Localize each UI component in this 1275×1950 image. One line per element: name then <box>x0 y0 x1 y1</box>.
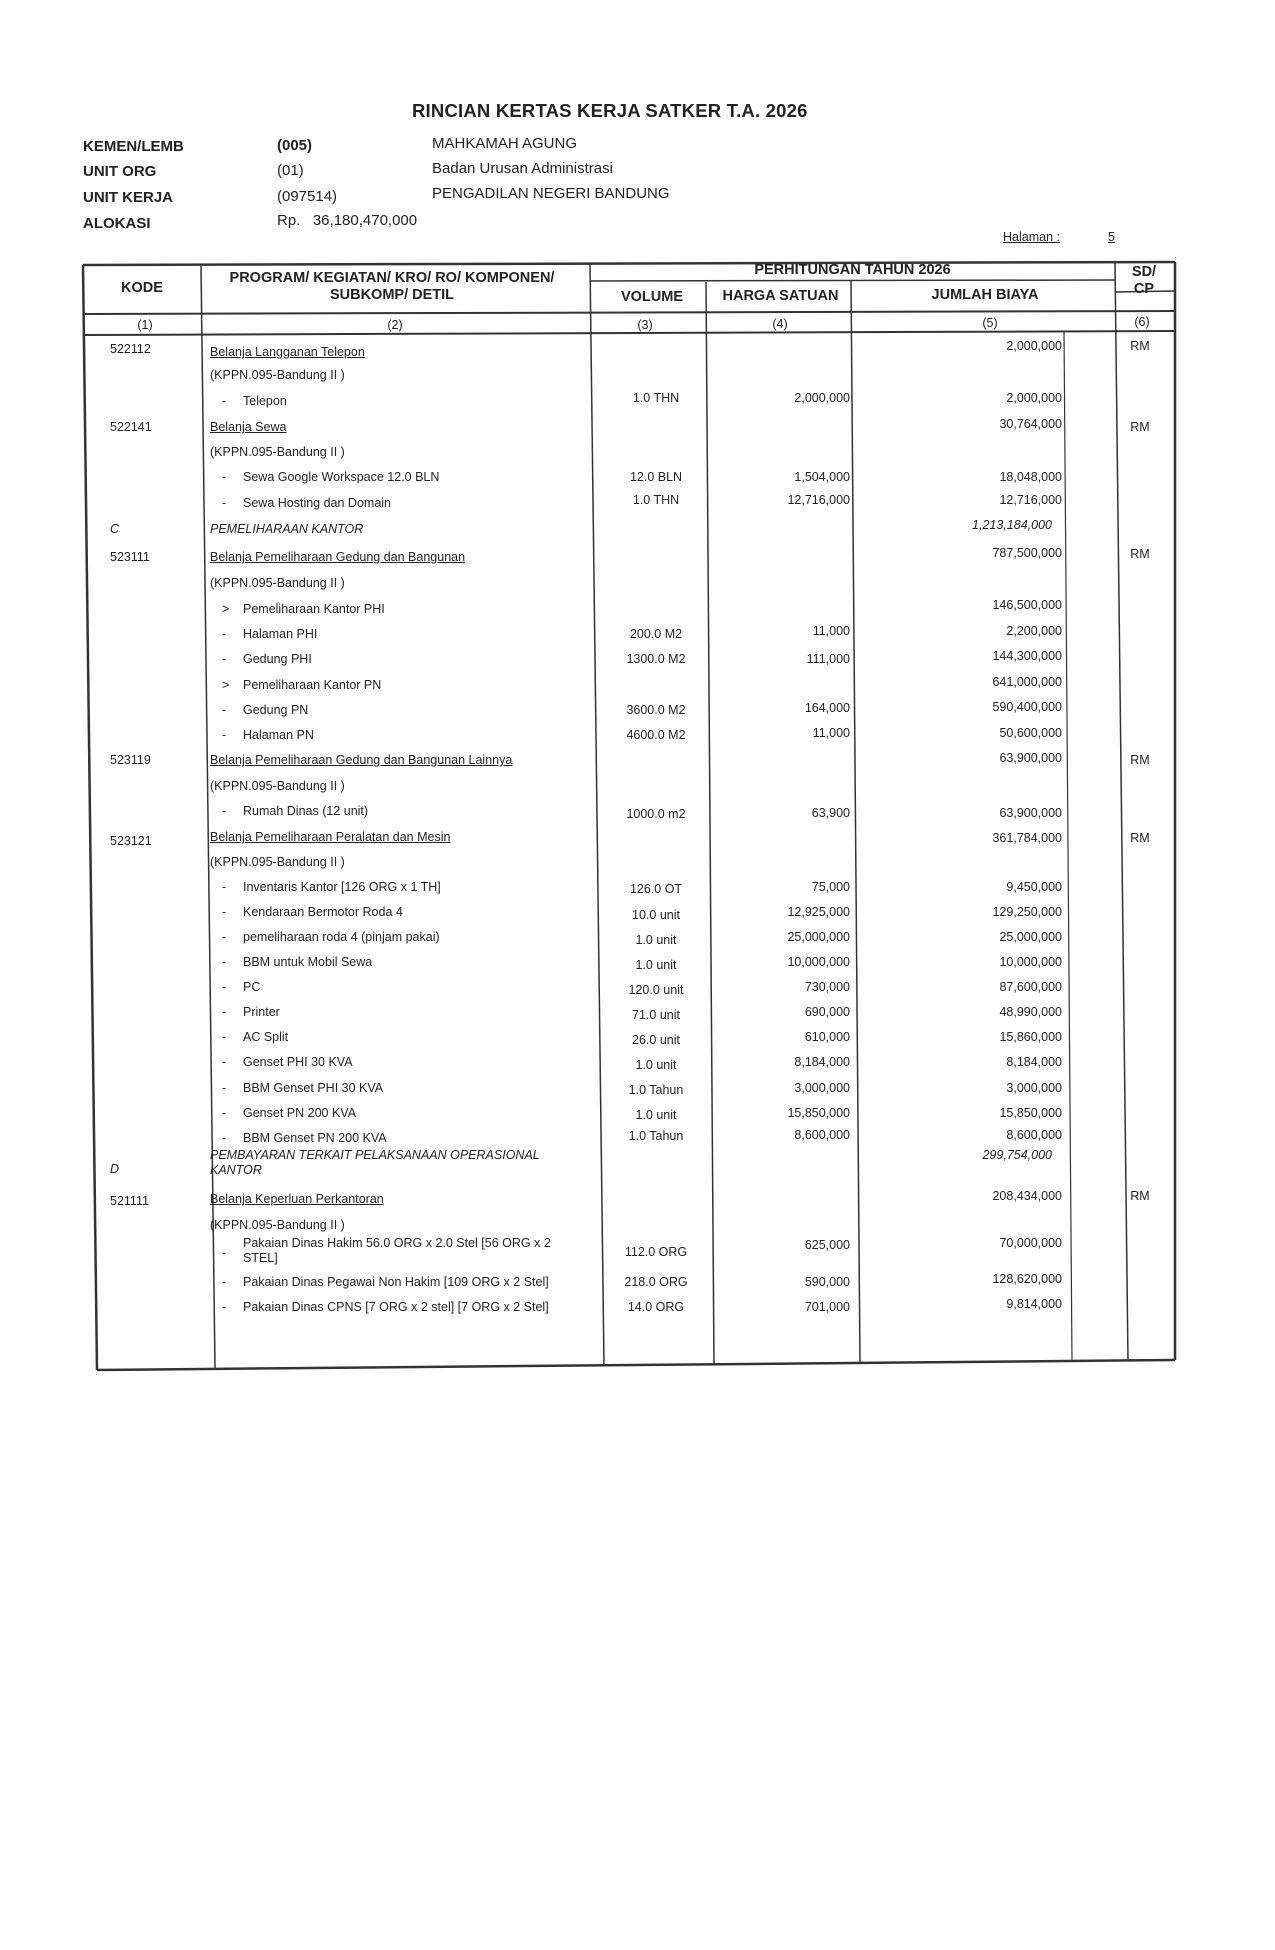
program-header: PROGRAM/ KEGIATAN/ KRO/ RO/ KOMPONEN/ SUBKOMP/ DETIL <box>229 270 555 303</box>
table-row <box>0 1236 1275 1270</box>
unit-org-code: (01) <box>277 162 304 179</box>
row-jumlah: 787,500,000 <box>992 546 1062 560</box>
unit-org-label: UNIT ORG <box>83 163 157 180</box>
row-jumlah: 10,000,000 <box>999 955 1062 969</box>
unit-kerja-name: PENGADILAN NEGERI BANDUNG <box>432 185 670 202</box>
table-row <box>0 1030 1275 1050</box>
table-row <box>0 700 1275 723</box>
row-item: Pakaian Dinas Pegawai Non Hakim [109 ORG x 2 Stel] <box>243 1275 549 1289</box>
row-desc: (KPPN.095-Bandung II ) <box>210 855 345 869</box>
row-item: BBM Genset PHI 30 KVA <box>243 1081 384 1095</box>
row-jumlah: 9,450,000 <box>1006 880 1062 894</box>
row-volume: 1.0 THN <box>632 493 680 507</box>
row-item: AC Split <box>243 1030 289 1044</box>
table-row <box>0 675 1275 698</box>
row-jumlah: 3,000,000 <box>1006 1081 1062 1095</box>
row-harga: 8,184,000 <box>794 1055 850 1069</box>
kode-header: KODE <box>121 280 163 296</box>
row-desc: Belanja Keperluan Perkantoran <box>210 1192 384 1206</box>
row-desc: Belanja Sewa <box>210 420 287 434</box>
row-jumlah: 1,213,184,000 <box>972 518 1052 532</box>
table-row <box>0 955 1275 975</box>
row-bullet: - <box>222 930 227 944</box>
row-bullet: - <box>222 728 227 742</box>
row-item: Sewa Hosting dan Domain <box>243 496 391 510</box>
unit-org-name: Badan Urusan Administrasi <box>432 160 613 177</box>
row-volume: 1.0 Tahun <box>628 1083 684 1097</box>
row-sdcp: RM <box>1130 753 1150 767</box>
row-kode: 522141 <box>110 420 152 434</box>
row-desc: (KPPN.095-Bandung II ) <box>210 576 345 590</box>
row-item: Kendaraan Bermotor Roda 4 <box>243 905 403 919</box>
row-harga: 11,000 <box>812 624 850 638</box>
row-volume: 120.0 unit <box>628 983 684 997</box>
table-row <box>0 576 1275 596</box>
row-item: Pakaian Dinas CPNS [7 ORG x 2 stel] [7 ORG x 2 Stel] <box>243 1300 549 1314</box>
row-volume: 12.0 BLN <box>629 470 683 484</box>
row-bullet: - <box>222 652 227 666</box>
col-number-4: (4) <box>772 317 788 331</box>
row-harga: 63,900 <box>811 806 850 820</box>
row-volume: 71.0 unit <box>632 1008 680 1022</box>
row-item: Gedung PHI <box>243 652 312 666</box>
table-row <box>0 546 1275 570</box>
row-item: Genset PN 200 KVA <box>243 1106 357 1120</box>
col-number-1: (1) <box>137 318 153 332</box>
page-title: RINCIAN KERTAS KERJA SATKER T.A. 2026 <box>412 100 808 121</box>
row-bullet: > <box>222 678 230 692</box>
row-item: Pemeliharaan Kantor PHI <box>243 602 385 616</box>
row-bullet: - <box>222 1030 227 1044</box>
table-row <box>0 728 1275 748</box>
table-row <box>0 855 1275 875</box>
row-bullet: - <box>222 1106 227 1120</box>
row-kode: 521111 <box>110 1194 149 1208</box>
row-bullet: > <box>222 602 230 616</box>
row-harga: 730,000 <box>804 980 850 994</box>
row-jumlah: 2,000,000 <box>1006 339 1062 353</box>
row-desc: PEMELIHARAAN KANTOR <box>210 522 364 536</box>
row-harga: 1,504,000 <box>794 470 850 484</box>
table-row <box>0 880 1275 900</box>
table-row <box>0 624 1275 647</box>
row-jumlah: 299,754,000 <box>982 1148 1052 1162</box>
row-bullet: - <box>222 1055 227 1069</box>
table-row <box>0 368 1275 388</box>
table-row <box>0 1189 1275 1212</box>
row-harga: 164,000 <box>804 701 850 715</box>
col-number-5: (5) <box>982 316 998 330</box>
row-jumlah: 63,900,000 <box>999 751 1062 765</box>
row-jumlah: 70,000,000 <box>999 1236 1062 1250</box>
row-harga: 690,000 <box>804 1005 850 1019</box>
row-desc: (KPPN.095-Bandung II ) <box>210 368 345 382</box>
table-row <box>0 1005 1275 1025</box>
halaman-label: Halaman : <box>1003 230 1060 244</box>
row-volume: 200.0 M2 <box>629 627 683 641</box>
row-jumlah: 146,500,000 <box>992 598 1062 612</box>
table-row <box>0 753 1275 773</box>
row-jumlah: 18,048,000 <box>999 470 1062 484</box>
row-volume: 1.0 Tahun <box>628 1129 684 1143</box>
row-jumlah: 2,000,000 <box>1006 391 1062 405</box>
row-volume: 126.0 OT <box>629 882 683 896</box>
row-bullet: - <box>222 703 227 717</box>
jumlah-biaya-header: JUMLAH BIAYA <box>931 287 1039 303</box>
row-volume: 10.0 unit <box>632 908 680 922</box>
row-bullet: - <box>222 496 227 510</box>
row-bullet: - <box>222 1081 227 1095</box>
table-row <box>0 470 1275 490</box>
row-harga: 15,850,000 <box>787 1106 850 1120</box>
perhitungan-header: PERHITUNGAN TAHUN 2026 <box>754 262 951 278</box>
row-kode: 522112 <box>110 342 151 356</box>
alokasi-label: ALOKASI <box>83 215 151 232</box>
row-volume: 218.0 ORG <box>624 1275 688 1289</box>
row-jumlah: 12,716,000 <box>999 493 1062 507</box>
row-harga: 25,000,000 <box>787 930 850 944</box>
row-item: Printer <box>243 1005 280 1019</box>
row-volume: 1.0 THN <box>632 391 680 405</box>
row-item: BBM Genset PN 200 KVA <box>243 1131 387 1145</box>
row-sdcp: RM <box>1130 831 1150 845</box>
row-volume: 1.0 unit <box>635 958 677 972</box>
row-bullet: - <box>222 1005 227 1019</box>
row-bullet: - <box>222 627 227 641</box>
table-row <box>0 1055 1275 1075</box>
row-volume: 1000.0 m2 <box>626 807 686 821</box>
row-jumlah: 2,200,000 <box>1006 624 1062 638</box>
row-harga: 625,000 <box>804 1238 850 1252</box>
row-bullet: - <box>222 1300 227 1314</box>
row-harga: 12,925,000 <box>787 905 850 919</box>
row-sdcp: RM <box>1130 339 1150 353</box>
kemen-name: MAHKAMAH AGUNG <box>432 135 578 152</box>
row-item: Genset PHI 30 KVA <box>243 1055 353 1069</box>
row-item: Pakaian Dinas Hakim 56.0 ORG x 2.0 Stel [56 ORG x 2 STEL] <box>243 1236 551 1265</box>
row-jumlah: 25,000,000 <box>999 930 1062 944</box>
row-jumlah: 208,434,000 <box>992 1189 1062 1203</box>
row-item: Pemeliharaan Kantor PN <box>243 678 382 692</box>
row-volume: 1.0 unit <box>635 1108 677 1122</box>
table-row <box>0 905 1275 925</box>
col-number-3: (3) <box>637 318 653 332</box>
row-harga: 11,000 <box>812 726 850 740</box>
harga-satuan-header: HARGA SATUAN <box>722 288 839 304</box>
row-desc: Belanja Pemeliharaan Gedung dan Bangunan Lainnya <box>210 753 513 767</box>
table-row <box>0 1297 1275 1320</box>
row-jumlah: 30,764,000 <box>999 417 1062 431</box>
halaman-number: 5 <box>1108 230 1115 244</box>
row-item: Telepon <box>243 394 287 408</box>
row-volume: 112.0 ORG <box>624 1245 688 1259</box>
row-jumlah: 144,300,000 <box>992 649 1062 663</box>
row-volume: 4600.0 M2 <box>626 728 686 742</box>
kemen-label: KEMEN/LEMB <box>83 138 184 155</box>
row-harga: 701,000 <box>804 1300 850 1314</box>
row-bullet: - <box>222 1246 227 1260</box>
table-row <box>0 445 1275 465</box>
row-item: Gedung PN <box>243 703 309 717</box>
row-jumlah: 129,250,000 <box>992 905 1062 919</box>
row-jumlah: 15,850,000 <box>999 1106 1062 1120</box>
row-volume: 26.0 unit <box>632 1033 680 1047</box>
row-jumlah: 15,860,000 <box>999 1030 1062 1044</box>
table-row <box>0 598 1275 622</box>
row-desc: Belanja Pemeliharaan Gedung dan Bangunan <box>210 550 466 564</box>
row-bullet: - <box>222 804 227 818</box>
row-harga: 2,000,000 <box>794 391 850 405</box>
table-row <box>0 1148 1275 1182</box>
row-volume: 1.0 unit <box>635 933 677 947</box>
table-row <box>0 779 1275 799</box>
table-row <box>0 417 1275 440</box>
row-item: Inventaris Kantor [126 ORG x 1 TH] <box>243 880 441 894</box>
row-desc: PEMBAYARAN TERKAIT PELAKSANAAN OPERASIONAL KANTOR <box>210 1148 540 1177</box>
row-desc: Belanja Langganan Telepon <box>210 345 365 359</box>
row-item: Rumah Dinas (12 unit) <box>243 804 369 818</box>
row-bullet: - <box>222 470 227 484</box>
row-harga: 12,716,000 <box>787 493 850 507</box>
col-number-2: (2) <box>387 318 403 332</box>
row-harga: 8,600,000 <box>794 1128 850 1142</box>
row-jumlah: 48,990,000 <box>999 1005 1062 1019</box>
row-desc: (KPPN.095-Bandung II ) <box>210 779 345 793</box>
row-kode: D <box>110 1162 120 1176</box>
row-bullet: - <box>222 905 227 919</box>
table-row <box>0 518 1275 542</box>
table-row <box>0 980 1275 1000</box>
row-jumlah: 361,784,000 <box>992 831 1062 845</box>
sdcp-header: SD/ CP <box>1131 264 1157 297</box>
row-kode: 523111 <box>110 550 150 564</box>
kemen-code: (005) <box>277 137 313 154</box>
row-item: Sewa Google Workspace 12.0 BLN <box>243 470 440 484</box>
row-harga: 75,000 <box>811 880 850 894</box>
row-harga: 610,000 <box>804 1030 850 1044</box>
row-bullet: - <box>222 394 227 408</box>
row-desc: Belanja Pemeliharaan Peralatan dan Mesin <box>210 830 451 844</box>
unit-kerja-label: UNIT KERJA <box>83 189 174 206</box>
row-harga: 111,000 <box>806 652 850 666</box>
row-jumlah: 63,900,000 <box>999 806 1062 820</box>
row-bullet: - <box>222 1275 227 1289</box>
row-sdcp: RM <box>1130 420 1150 434</box>
row-item: PC <box>243 980 261 994</box>
row-sdcp: RM <box>1130 1189 1150 1203</box>
row-harga: 10,000,000 <box>787 955 850 969</box>
row-item: Halaman PN <box>243 728 314 742</box>
row-jumlah: 8,184,000 <box>1006 1055 1062 1069</box>
row-item: Halaman PHI <box>243 627 318 641</box>
table-row <box>0 1218 1275 1238</box>
row-sdcp: RM <box>1130 547 1150 561</box>
row-jumlah: 8,600,000 <box>1006 1128 1062 1142</box>
table-row <box>0 1106 1275 1126</box>
table-row <box>0 1272 1275 1295</box>
row-jumlah: 641,000,000 <box>992 675 1062 689</box>
table-row <box>0 493 1275 516</box>
table-row <box>0 930 1275 950</box>
table-row <box>0 391 1275 414</box>
row-jumlah: 9,814,000 <box>1006 1297 1062 1311</box>
row-harga: 3,000,000 <box>794 1081 850 1095</box>
row-jumlah: 50,600,000 <box>999 726 1062 740</box>
row-item: BBM untuk Mobil Sewa <box>243 955 373 969</box>
alokasi-value: Rp. 36,180,470,000 <box>277 212 418 229</box>
table-row <box>0 649 1275 672</box>
row-volume: 3600.0 M2 <box>626 703 686 717</box>
row-jumlah: 87,600,000 <box>999 980 1062 994</box>
row-bullet: - <box>222 955 227 969</box>
row-jumlah: 590,400,000 <box>992 700 1062 714</box>
col-number-6: (6) <box>1134 315 1150 329</box>
row-desc: (KPPN.095-Bandung II ) <box>210 1218 345 1232</box>
row-kode: 523119 <box>110 753 151 767</box>
unit-kerja-code: (097514) <box>277 188 338 205</box>
row-kode: C <box>110 522 120 536</box>
row-harga: 590,000 <box>804 1275 850 1289</box>
row-volume: 14.0 ORG <box>627 1300 685 1314</box>
row-desc: (KPPN.095-Bandung II ) <box>210 445 345 459</box>
row-volume: 1.0 unit <box>635 1058 677 1072</box>
table-row <box>0 830 1275 850</box>
row-bullet: - <box>222 1131 227 1145</box>
row-volume: 1300.0 M2 <box>626 652 686 666</box>
table-row <box>0 339 1275 362</box>
table-row <box>0 1081 1275 1101</box>
row-item: pemeliharaan roda 4 (pinjam pakai) <box>243 930 440 944</box>
row-bullet: - <box>222 880 227 894</box>
volume-header: VOLUME <box>620 289 684 305</box>
row-kode: 523121 <box>110 834 152 848</box>
table-row <box>0 804 1275 824</box>
row-jumlah: 128,620,000 <box>992 1272 1062 1286</box>
row-bullet: - <box>222 980 227 994</box>
